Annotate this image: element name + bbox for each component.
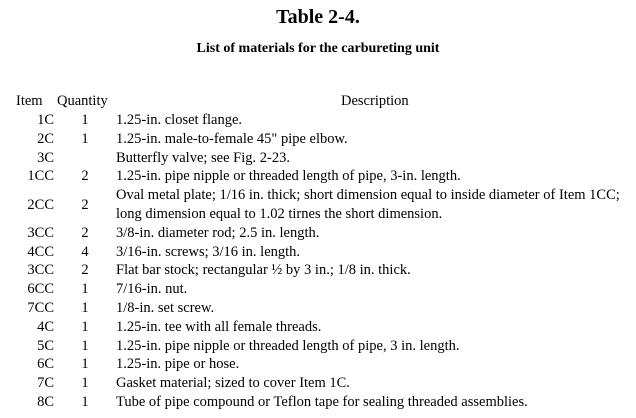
item-cell: 4CC [27, 243, 54, 260]
table-header [0, 92, 636, 110]
description-cell: 3/8-in. diameter rod; 2.5 in. length. [116, 224, 320, 241]
table-row [0, 167, 636, 186]
table-row [0, 186, 636, 224]
table-row [0, 337, 636, 356]
quantity-cell: 1 [81, 356, 89, 373]
description-cell: 1.25-in. pipe nipple or threaded length of pipe, 3 in. length. [116, 337, 460, 354]
description-cell: 1.25-in. closet flange. [116, 112, 243, 128]
quantity-cell: 1 [81, 375, 89, 392]
quantity-cell: 1 [81, 393, 89, 410]
quantity-cell: 1 [81, 299, 89, 316]
quantity-cell: 1 [81, 130, 89, 147]
item-cell: 1C [37, 112, 54, 128]
quantity-cell: 2 [81, 168, 89, 185]
item-cell: 5C [37, 337, 54, 354]
table-row [0, 280, 636, 299]
table-title: Table 2-4. [276, 6, 360, 28]
item-cell: 3CC [27, 262, 54, 279]
description-cell: 1.25-in. pipe nipple or threaded length of pipe, 3-in. length. [116, 168, 461, 185]
item-cell: 8C [37, 393, 54, 410]
description-cell: 1.25-in. tee with all female threads. [116, 318, 322, 335]
table-subtitle: List of materials for the carbureting unit [196, 41, 440, 56]
quantity-cell: 2 [81, 196, 89, 213]
table-row [0, 374, 636, 393]
description-cell: Oval metal plate; 1/16 in. thick; short dimension equal to inside diameter of Item 1CC; long dimension equal to 1.02 tirnes the short dimension. [116, 187, 620, 222]
table-row [0, 355, 636, 374]
item-cell: 3CC [27, 224, 54, 241]
quantity-cell: 2 [81, 224, 89, 241]
description-cell: Gasket material; sized to cover Item 1C. [116, 375, 350, 392]
column-header-quantity: Quantity [57, 93, 108, 109]
table-row [0, 149, 636, 168]
description-cell: 1.25-in. pipe or hose. [116, 356, 240, 373]
item-cell: 7CC [27, 299, 54, 316]
table-row [0, 299, 636, 318]
table-row [0, 224, 636, 243]
item-cell: 6C [37, 356, 54, 373]
description-cell: 3/16-in. screws; 3/16 in. length. [116, 243, 301, 260]
item-cell: 6CC [27, 281, 54, 298]
column-header-description: Description [341, 93, 409, 109]
item-cell: 3C [37, 149, 54, 166]
quantity-cell: 1 [81, 318, 89, 335]
table-row [0, 243, 636, 262]
quantity-cell: 4 [81, 243, 89, 260]
item-cell: 7C [37, 375, 54, 392]
item-cell: 1CC [27, 168, 54, 185]
table-row [0, 111, 636, 130]
table-row [0, 318, 636, 337]
table-row [0, 393, 636, 412]
description-cell: 7/16-in. nut. [116, 281, 188, 298]
item-cell: 2CC [27, 196, 54, 213]
quantity-cell: 2 [81, 262, 89, 279]
description-cell: Butterfly valve; see Fig. 2-23. [116, 149, 290, 166]
table-body [0, 111, 636, 412]
description-cell: Tube of pipe compound or Teflon tape for sealing threaded assemblies. [116, 393, 528, 410]
description-cell: 1.25-in. male-to-female 45" pipe elbow. [116, 130, 348, 147]
quantity-cell: 1 [81, 337, 89, 354]
description-cell: 1/8-in. set screw. [116, 299, 215, 316]
table-row [0, 130, 636, 149]
column-header-item: Item [16, 93, 43, 109]
item-cell: 4C [37, 318, 54, 335]
item-cell: 2C [37, 130, 54, 147]
description-cell: Flat bar stock; rectangular ½ by 3 in.; 1/8 in. thick. [116, 262, 411, 279]
quantity-cell: 1 [81, 281, 89, 298]
table-row [0, 261, 636, 280]
quantity-cell: 1 [81, 112, 89, 128]
